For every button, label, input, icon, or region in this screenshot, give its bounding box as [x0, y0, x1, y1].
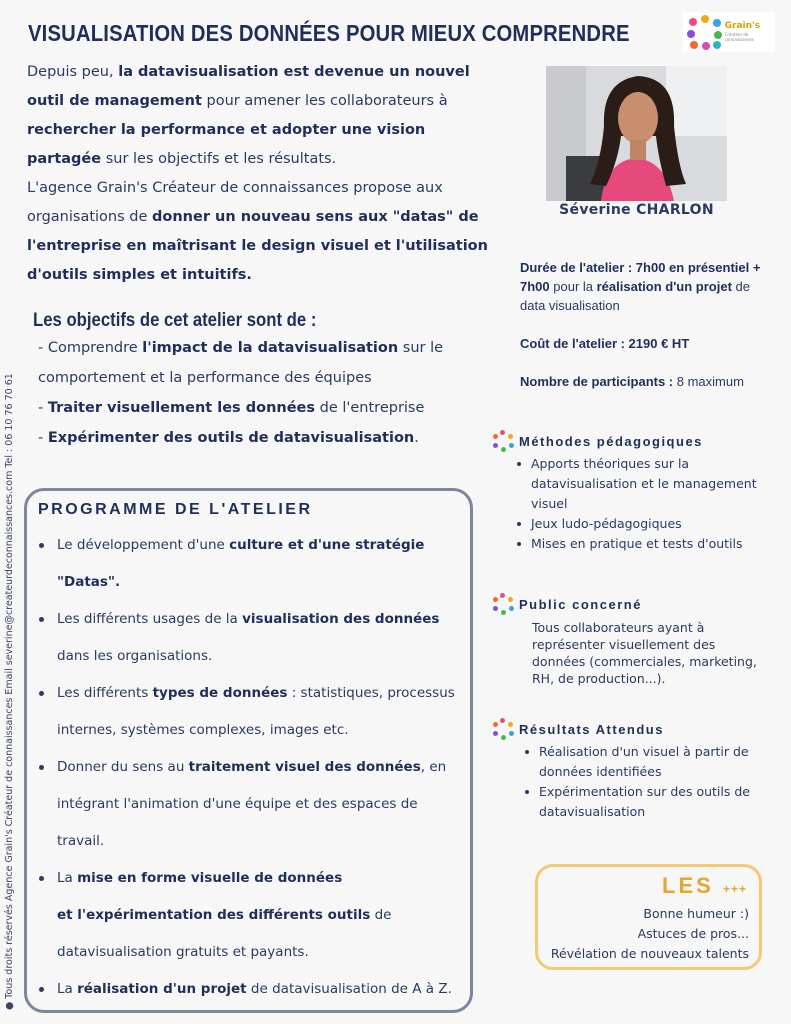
list-item: Expérimentation sur des outils de datavisualisation — [539, 782, 767, 822]
list-item: Jeux ludo-pédagogiques — [531, 514, 766, 534]
burst-icon — [492, 593, 514, 615]
public-section — [492, 593, 772, 687]
list-item: Mises en pratique et tests d'outils — [531, 534, 766, 554]
programme-box — [24, 488, 473, 1013]
intro-text: Depuis peu, la datavisualisation est devenue un nouvel outil de management pour amener les collaborateurs à rechercher la performance et adopter une vision partagée sur les objectifs et les résultats. L'agence Grain's Créateur de connaissances propose aux organisations de donner un nouveau sens aux "datas" de l'entreprise en maîtrisant le design visuel et l'utilisation d'outils simples et intuitifs. — [27, 64, 488, 283]
les-plus-box — [535, 864, 762, 970]
list-item: Apports théoriques sur la datavisualisation et le management visuel — [531, 454, 766, 514]
bullet-dot-icon: ● — [4, 998, 15, 1010]
programme-title: PROGRAMME DE L'ATELIER — [38, 501, 313, 518]
methods-section — [492, 430, 772, 554]
les-items — [551, 904, 749, 964]
list-item: Réalisation d'un visuel à partir de données identifiées — [539, 742, 767, 782]
duration-info: Durée de l'atelier : 7h00 en présentiel + 7h00 pour la réalisation d'un projet de data visualisation — [520, 260, 761, 313]
logo-subtitle: Créateur de connaissances — [724, 31, 754, 42]
logo-burst-icon — [687, 15, 721, 49]
burst-icon — [492, 430, 514, 452]
list-item: La mise en forme visuelle de données et l'expérimentation des différents outils de datavisualisation gratuits et payants. — [57, 860, 467, 971]
workshop-info — [520, 258, 770, 410]
page-title: VISUALISATION DES DONNÉES POUR MIEUX COMPRENDRE — [28, 20, 630, 46]
grains-logo — [683, 12, 775, 52]
list-item: Le développement d'une culture et d'une stratégie "Datas". — [57, 527, 467, 601]
list-item: Donner du sens au traitement visuel des données, en intégrant l'animation d'une équipe et des espaces de travail. — [57, 749, 467, 860]
list-item: Les différents usages de la visualisation des données dans les organisations. — [57, 601, 467, 675]
list-item: Bonne humeur :) — [643, 906, 749, 921]
public-title: Public concerné — [519, 596, 642, 612]
results-section — [492, 718, 772, 822]
presenter-name: Séverine CHARLON — [559, 202, 714, 218]
objectives-text — [38, 333, 488, 453]
objectives-title: Les objectifs de cet atelier sont de : — [33, 310, 317, 331]
results-title: Résultats Attendus — [519, 721, 664, 737]
programme-list — [57, 527, 467, 1008]
plus-signs: +++ — [722, 882, 747, 896]
list-item: Révélation de nouveaux talents — [550, 946, 749, 961]
logo-name: Grain's — [724, 21, 761, 32]
objective-item: - Comprendre l'impact de la datavisualisation sur le comportement et la performance des équipes — [38, 340, 444, 386]
methods-title: Méthodes pédagogiques — [519, 433, 703, 449]
burst-icon — [492, 718, 514, 740]
participants-info: Nombre de participants : 8 maximum — [520, 374, 744, 389]
objective-item: - Expérimenter des outils de datavisualisation. — [38, 430, 419, 446]
les-title: LES +++ — [662, 873, 747, 898]
objective-item: - Traiter visuellement les données de l'entreprise — [38, 400, 425, 416]
portrait-photo — [546, 66, 727, 201]
cost-info: Coût de l'atelier : 2190 € HT — [520, 336, 690, 351]
contact-vertical-text: ● Tous droits réservés Agence Grain's Créateur de connaissances Email severine@createurdeconnaissances.com Tel : 06 10 76 70 61 — [4, 373, 15, 1010]
list-item: La réalisation d'un projet de datavisualisation de A à Z. — [57, 971, 467, 1008]
list-item: Les différents types de données : statistiques, processus internes, systèmes complexes, images etc. — [57, 675, 467, 749]
list-item: Astuces de pros... — [637, 926, 749, 941]
public-text: Tous collaborateurs ayant à représenter visuellement des données (commerciales, marketing, RH, de production...). — [532, 620, 757, 686]
